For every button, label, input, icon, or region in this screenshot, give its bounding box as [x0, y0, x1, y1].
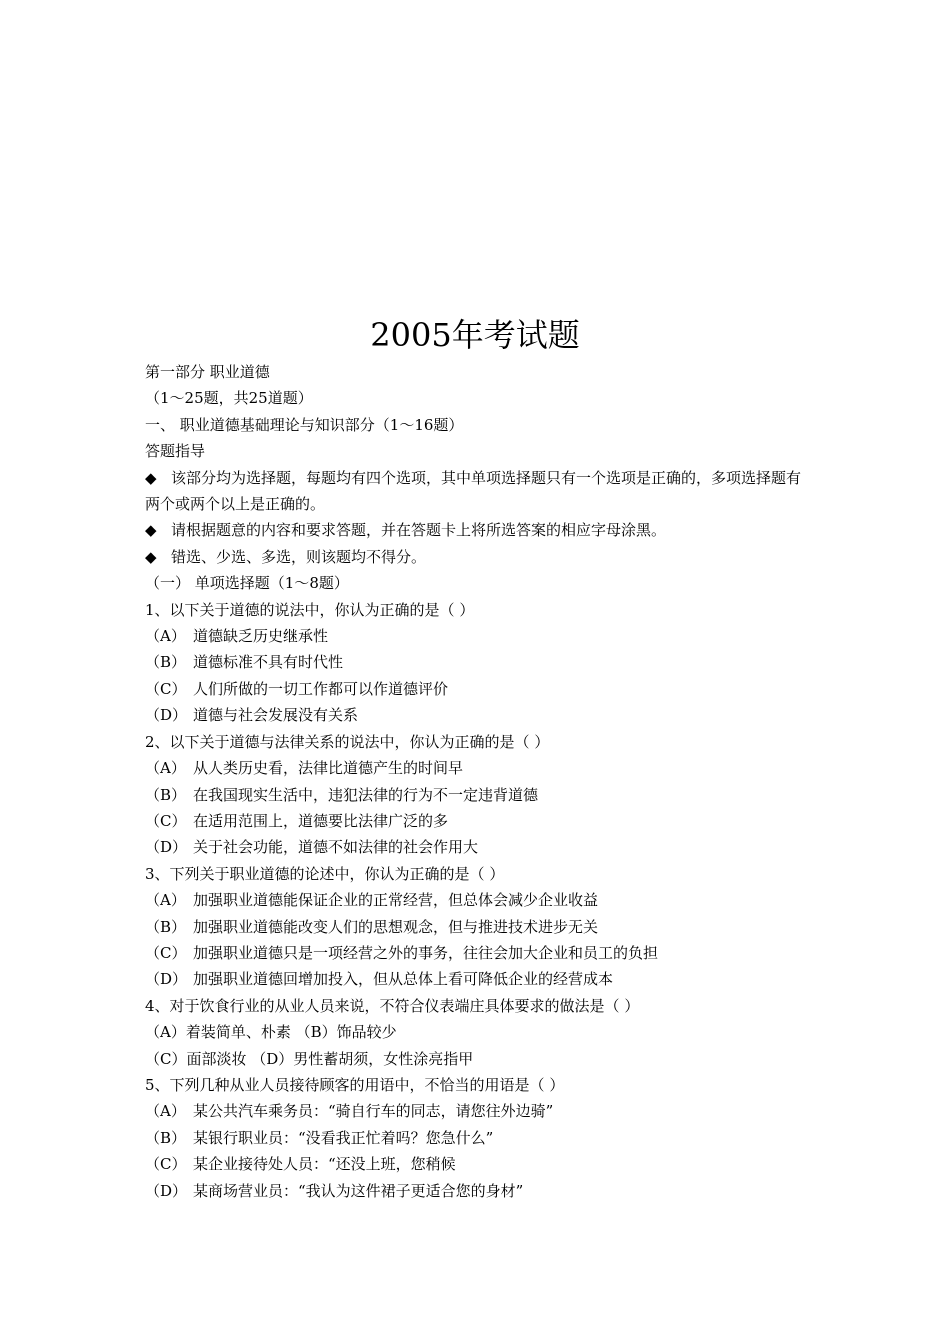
question-option	[145, 782, 815, 808]
guide-item	[145, 544, 815, 570]
guide-item	[145, 465, 815, 518]
option-key: （A）	[145, 627, 186, 646]
diamond-bullet-icon: ◆	[145, 468, 157, 487]
option-text: 道德缺乏历史继承性	[193, 627, 329, 646]
guide-heading: 答题指导	[145, 442, 206, 461]
option-text: 关于社会功能，道德不如法律的社会作用大	[193, 838, 479, 857]
question-option	[145, 1151, 815, 1177]
question-option	[145, 702, 815, 728]
option-text: 道德标准不具有时代性	[193, 653, 344, 672]
question-stem: 1、以下关于道德的说法中，你认为正确的是（ ）	[145, 600, 475, 619]
option-text: 人们所做的一切工作都可以作道德评价	[193, 679, 449, 698]
option-key: （D）	[145, 706, 188, 725]
question-option	[145, 966, 815, 992]
option-key: （A）	[145, 759, 186, 778]
option-key: （C）	[145, 679, 187, 698]
question-option	[145, 1178, 815, 1204]
question-range: （1～25题，共25道题）	[145, 389, 313, 408]
question-stem: 2、以下关于道德与法律关系的说法中，你认为正确的是（ ）	[145, 732, 550, 751]
guide-item-text: 请根据题意的内容和要求答题，并在答题卡上将所选答案的相应字母涂黑。	[171, 521, 667, 540]
option-text: 某企业接待处人员：“还没上班，您稍候	[193, 1155, 456, 1174]
option-key: （D）	[145, 1181, 188, 1200]
option-key: （D）	[145, 970, 188, 989]
option-text: 某商场营业员：“我认为这件裙子更适合您的身材”	[193, 1181, 524, 1200]
page-title: 2005年考试题	[370, 316, 580, 354]
question-option	[145, 834, 815, 860]
option-text: 加强职业道德只是一项经营之外的事务，往往会加大企业和员工的负担	[193, 943, 659, 962]
question-option	[145, 755, 815, 781]
option-text: 在我国现实生活中，违犯法律的行为不一定违背道德	[193, 785, 539, 804]
option-text: 道德与社会发展没有关系	[193, 706, 359, 725]
question-option	[145, 914, 815, 940]
option-text: 从人类历史看，法律比道德产生的时间早	[193, 759, 464, 778]
question-stem: 4、对于饮食行业的从业人员来说，不符合仪表端庄具体要求的做法是（ ）	[145, 996, 640, 1015]
question-option	[145, 676, 815, 702]
diamond-bullet-icon: ◆	[145, 547, 157, 566]
option-key: （C）	[145, 1155, 187, 1174]
option-key: （D）	[145, 838, 188, 857]
section-heading: 一、 职业道德基础理论与知识部分（1～16题）	[145, 415, 464, 434]
guide-item-text: 该部分均为选择题，每题均有四个选项，其中单项选择题只有一个选项是正确的，多项选择题有两个或两个以上是正确的。	[145, 468, 802, 514]
document-body	[145, 359, 815, 1204]
option-key: （B）	[145, 917, 187, 936]
option-key: （B）	[145, 1128, 187, 1147]
option-text: 某公共汽车乘务员：“骑自行车的同志，请您往外边骑”	[193, 1102, 554, 1121]
guide-item-text: 错选、少选、多选，则该题均不得分。	[171, 547, 427, 566]
question-option	[145, 623, 815, 649]
option-text: 某银行职业员：“没看我正忙着吗？您急什么”	[193, 1128, 494, 1147]
question-option	[145, 649, 815, 675]
question-option-row: （C）面部淡妆 （D）男性蓄胡须，女性涂亮指甲	[145, 1049, 474, 1068]
option-key: （B）	[145, 785, 187, 804]
question-option	[145, 1125, 815, 1151]
question-option	[145, 1098, 815, 1124]
guide-item	[145, 517, 815, 543]
subsection-heading: （一） 单项选择题（1～8题）	[145, 574, 349, 593]
question-option	[145, 808, 815, 834]
question-stem: 3、下列关于职业道德的论述中，你认为正确的是（ ）	[145, 864, 505, 883]
option-text: 加强职业道德能保证企业的正常经营，但总体会减少企业收益	[193, 891, 599, 910]
option-key: （B）	[145, 653, 187, 672]
question-stem: 5、下列几种从业人员接待顾客的用语中，不恰当的用语是（ ）	[145, 1075, 565, 1094]
question-option-row: （A）着装简单、朴素 （B）饰品较少	[145, 1023, 397, 1042]
question-option	[145, 887, 815, 913]
diamond-bullet-icon: ◆	[145, 521, 157, 540]
option-key: （C）	[145, 943, 187, 962]
option-text: 在适用范围上，道德要比法律广泛的多	[193, 811, 449, 830]
option-key: （A）	[145, 1102, 186, 1121]
option-text: 加强职业道德回增加投入，但从总体上看可降低企业的经营成本	[193, 970, 614, 989]
part-heading: 第一部分 职业道德	[145, 363, 270, 381]
option-text: 加强职业道德能改变人们的思想观念，但与推进技术进步无关	[193, 917, 599, 936]
option-key: （A）	[145, 891, 186, 910]
question-option	[145, 940, 815, 966]
option-key: （C）	[145, 811, 187, 830]
